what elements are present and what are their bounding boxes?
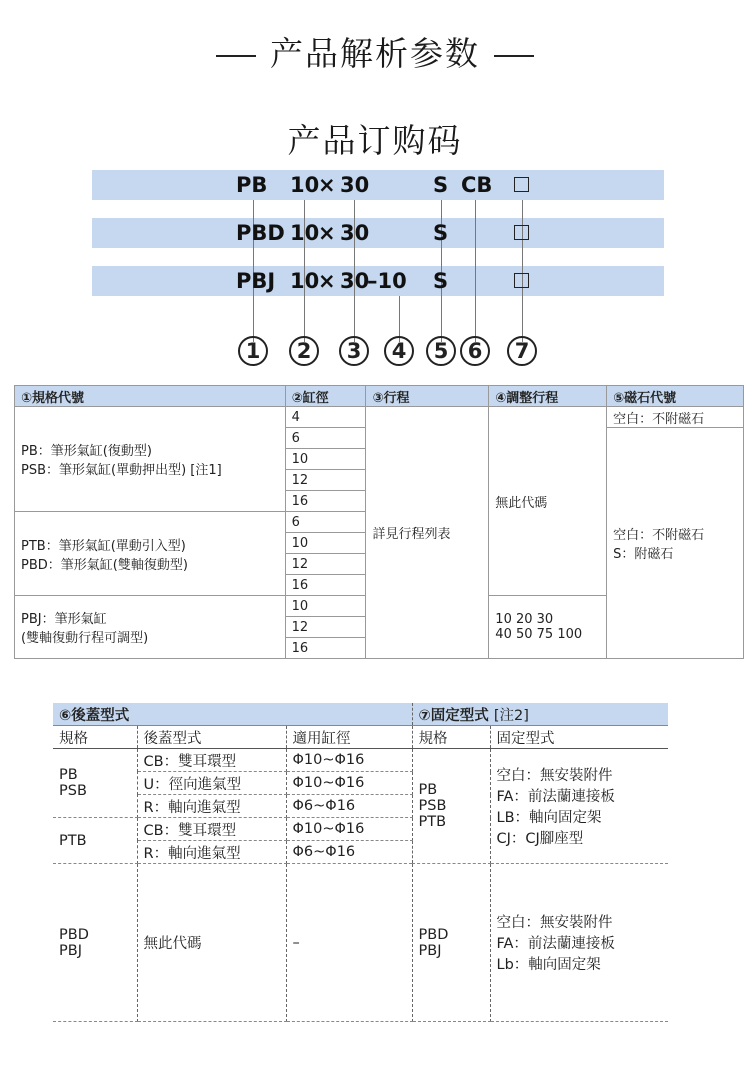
circle-1: 1 [238,336,268,366]
code-mount-box [514,225,529,240]
title-dash-left [216,55,256,57]
cover-type-none: 無此代碼 [137,864,286,1022]
header-adjust-stroke: ④調整行程 [489,386,607,407]
cover-type-cell: CB：雙耳環型 [137,818,286,841]
bore-cell: 16 [285,638,366,659]
circle-5: 5 [426,336,456,366]
subheader-mount-type: 固定型式 [490,726,668,749]
subheader-spec: 規格 [412,726,490,749]
code-adjust: –10 [367,269,407,293]
header-mount-note: [注2] [493,707,529,724]
cover-type-cell: U：徑向進氣型 [137,772,286,795]
bore-cell: 12 [285,617,366,638]
spec-group-3: PBJ：筆形氣缸 (雙軸復動行程可調型) [15,596,286,659]
circle-6: 6 [460,336,490,366]
order-code-band-1 [92,170,664,200]
code-stroke: 30 [340,269,370,293]
code-model: PBJ [236,269,276,293]
connector-line-7 [522,200,523,342]
code-stroke: 30 [340,173,370,197]
spec-pbd-pbj: PBD PBJ [53,864,137,1022]
code-mount-box [514,177,529,192]
bore-range-cell: Φ10~Φ16 [286,749,412,772]
bore-cell: 12 [285,554,366,575]
bore-range-cell: Φ6~Φ16 [286,795,412,818]
bore-cell: 4 [285,407,366,428]
code-bore: 10 [290,269,320,293]
magnet-cell-1: 空白：不附磁石 [607,407,744,428]
header-magnet-code: ⑤磁石代號 [607,386,744,407]
cover-type-cell: R：軸向進氣型 [137,841,286,864]
spec-ptb: PTB [53,818,137,864]
bore-cell: 16 [285,575,366,596]
header-bore: ②缸徑 [285,386,366,407]
code-model: PBD [236,221,285,245]
cover-mount-table [53,703,668,1022]
spec-pb-psb: PB PSB [53,749,137,818]
order-code-band-2 [92,218,664,248]
code-times: × [318,269,336,293]
code-cover: CB [461,173,493,197]
subheader-spec: 規格 [53,726,137,749]
bore-range-none: – [286,864,412,1022]
connector-line-6 [475,200,476,342]
code-times: × [318,173,336,197]
bore-cell: 6 [285,428,366,449]
code-magnet: S [433,269,449,293]
bore-range-cell: Φ10~Φ16 [286,772,412,795]
header-spec-code: ①規格代號 [15,386,286,407]
adjust-none-cell: 無此代碼 [489,407,607,596]
code-magnet: S [433,221,449,245]
header-mount-type-text: ⑦固定型式 [418,707,489,724]
subheader-bore: 適用缸徑 [286,726,412,749]
spec-table [14,385,744,659]
code-times: × [318,221,336,245]
circle-2: 2 [289,336,319,366]
code-stroke: 30 [340,221,370,245]
circle-4: 4 [384,336,414,366]
circle-7: 7 [507,336,537,366]
cover-type-cell: R：軸向進氣型 [137,795,286,818]
header-rear-cover: ⑥後蓋型式 [53,703,412,726]
code-model: PB [236,173,268,197]
mount-spec-1: PB PSB PTB [412,749,490,864]
cover-type-cell: CB：雙耳環型 [137,749,286,772]
subheader-cover-type: 後蓋型式 [137,726,286,749]
header-stroke: ③行程 [366,386,489,407]
bore-cell: 6 [285,512,366,533]
code-magnet: S [433,173,449,197]
spec-group-1: PB：筆形氣缸(復動型) PSB：筆形氣缸(單動押出型) [注1] [15,407,286,512]
header-mount-type [412,703,668,726]
magnet-cell-2: 空白：不附磁石 S：附磁石 [607,428,744,659]
bore-range-cell: Φ6~Φ16 [286,841,412,864]
mount-types-2: 空白：無安裝附件 FA：前法蘭連接板 Lb：軸向固定架 [490,864,668,1022]
page-title [0,28,750,75]
bore-cell: 10 [285,449,366,470]
mount-types-1: 空白：無安裝附件 FA：前法蘭連接板 LB：軸向固定架 CJ：CJ腳座型 [490,749,668,864]
bore-cell: 12 [285,470,366,491]
adjust-values-cell: 10 20 30 40 50 75 100 [489,596,607,659]
bore-cell: 10 [285,533,366,554]
page-title-text: 产品解析参数 [270,34,480,73]
code-bore: 10 [290,221,320,245]
bore-range-cell: Φ10~Φ16 [286,818,412,841]
spec-group-2: PTB：筆形氣缸(單動引入型) PBD：筆形氣缸(雙軸復動型) [15,512,286,596]
title-dash-right [494,55,534,57]
circle-3: 3 [339,336,369,366]
bore-cell: 16 [285,491,366,512]
section-subtitle: 产品订购码 [287,121,463,160]
code-mount-box [514,273,529,288]
stroke-cell: 詳見行程列表 [366,407,489,659]
mount-spec-2: PBD PBJ [412,864,490,1022]
code-bore: 10 [290,173,320,197]
bore-cell: 10 [285,596,366,617]
